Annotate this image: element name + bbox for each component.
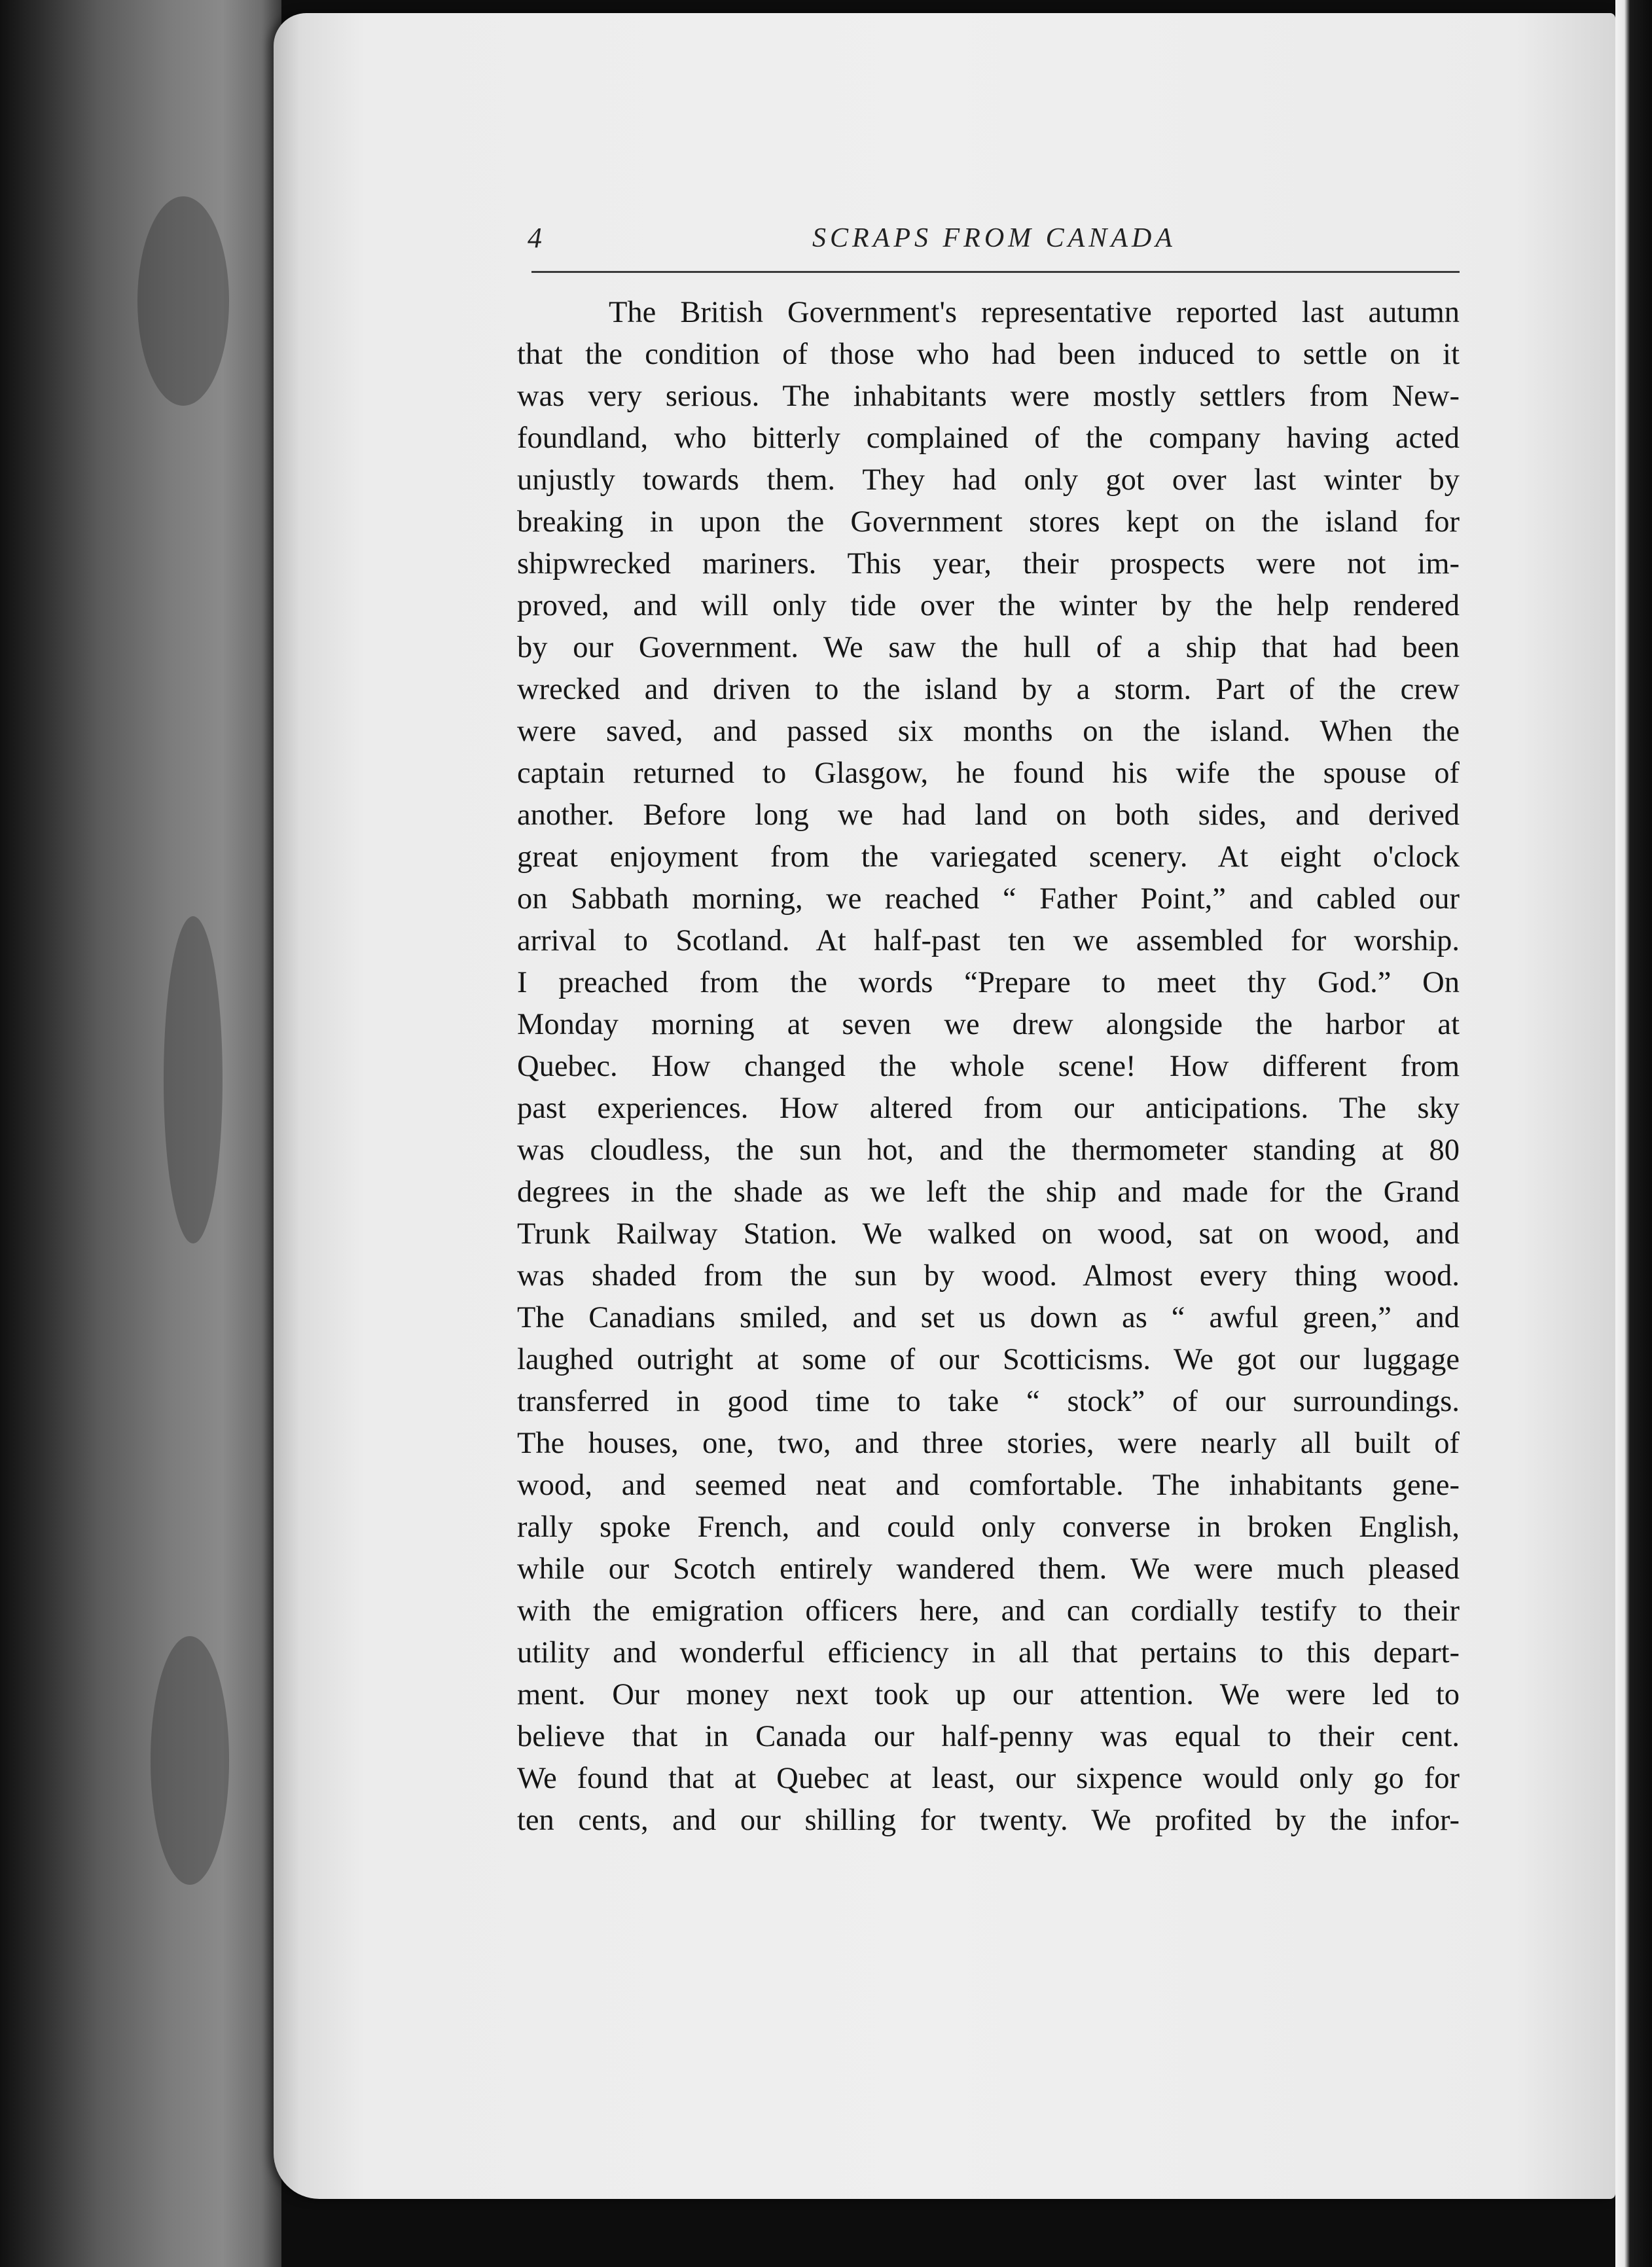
text-line: was cloudless, the sun hot, and the thermometer standing at 80 <box>517 1134 1460 1167</box>
text-line: wrecked and driven to the island by a storm. Part of the crew <box>517 673 1460 706</box>
text-line: The British Government's representative reported last autumn <box>609 296 1460 329</box>
facing-page-edge <box>1615 0 1652 2267</box>
page-stain <box>137 196 229 406</box>
text-line: Trunk Railway Station. We walked on wood, sat on wood, and <box>517 1217 1460 1251</box>
text-line: with the emigration officers here, and can cordially testify to their <box>517 1594 1460 1628</box>
text-line: ment. Our money next took up our attention. We were led to <box>517 1678 1460 1711</box>
page-stain <box>151 1636 229 1885</box>
book-spine-edge <box>0 0 281 2267</box>
text-line: great enjoyment from the variegated scenery. At eight o'clock <box>517 840 1460 874</box>
text-line: laughed outright at some of our Scotticisms. We got our luggage <box>517 1343 1460 1376</box>
text-line: on Sabbath morning, we reached “ Father Point,” and cabled our <box>517 882 1460 916</box>
text-line: proved, and will only tide over the winter by the help rendered <box>517 589 1460 622</box>
text-line: breaking in upon the Government stores kept on the island for <box>517 505 1460 539</box>
text-line: The houses, one, two, and three stories, were nearly all built of <box>517 1427 1460 1460</box>
text-line: degrees in the shade as we left the ship and made for the Grand <box>517 1175 1460 1209</box>
header-rule <box>531 271 1460 273</box>
text-line: transferred in good time to take “ stock” of our surroundings. <box>517 1385 1460 1418</box>
text-line: We found that at Quebec at least, our sixpence would only go for <box>517 1762 1460 1795</box>
text-line: ten cents, and our shilling for twenty. We profited by the infor- <box>517 1804 1460 1837</box>
page-header <box>528 216 1461 275</box>
text-line: was shaded from the sun by wood. Almost every thing wood. <box>517 1259 1460 1293</box>
text-line: utility and wonderful efficiency in all that pertains to this depart- <box>517 1636 1460 1669</box>
text-line: believe that in Canada our half-penny was equal to their cent. <box>517 1720 1460 1753</box>
text-line: captain returned to Glasgow, he found his wife the spouse of <box>517 757 1460 790</box>
text-line: unjustly towards them. They had only got over last winter by <box>517 463 1460 497</box>
text-line: shipwrecked mariners. This year, their prospects were not im- <box>517 547 1460 580</box>
page-stain <box>164 916 223 1243</box>
running-title: SCRAPS FROM CANADA <box>812 223 1176 253</box>
page-number: 4 <box>528 222 542 254</box>
text-line: another. Before long we had land on both sides, and derived <box>517 798 1460 832</box>
body-text <box>517 292 1460 1842</box>
text-line: that the condition of those who had been induced to settle on it <box>517 338 1460 371</box>
text-line: by our Government. We saw the hull of a ship that had been <box>517 631 1460 664</box>
text-line: Quebec. How changed the whole scene! How different from <box>517 1050 1460 1083</box>
text-line: I preached from the words “Prepare to meet thy God.” On <box>517 966 1460 999</box>
text-line: Monday morning at seven we drew alongside the harbor at <box>517 1008 1460 1041</box>
text-line: was very serious. The inhabitants were mostly settlers from New- <box>517 380 1460 413</box>
text-line: foundland, who bitterly complained of the company having acted <box>517 421 1460 455</box>
text-line: rally spoke French, and could only converse in broken English, <box>517 1510 1460 1544</box>
text-line: were saved, and passed six months on the island. When the <box>517 715 1460 748</box>
text-line: wood, and seemed neat and comfortable. The inhabitants gene- <box>517 1469 1460 1502</box>
text-line: past experiences. How altered from our anticipations. The sky <box>517 1092 1460 1125</box>
text-line: while our Scotch entirely wandered them. We were much pleased <box>517 1552 1460 1586</box>
text-line: The Canadians smiled, and set us down as “ awful green,” and <box>517 1301 1460 1334</box>
text-line: arrival to Scotland. At half-past ten we assembled for worship. <box>517 924 1460 957</box>
